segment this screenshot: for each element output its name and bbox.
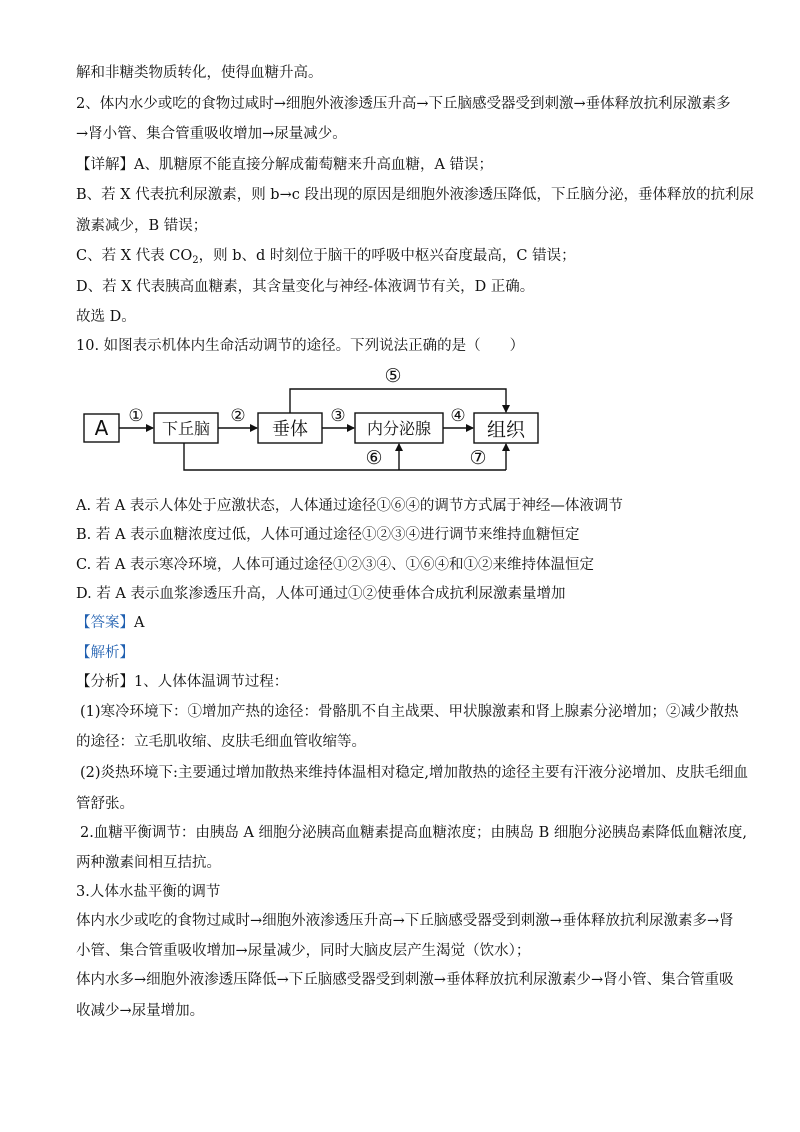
subscript: 2 xyxy=(192,255,199,266)
box-pituitary-label: 垂体 xyxy=(272,419,308,440)
question-stem: 10. 如图表示机体内生命活动调节的途径。下列说法正确的是（ ） xyxy=(76,338,525,354)
answer-label: 【答案】 xyxy=(76,615,134,631)
analysis-line: 3.人体水盐平衡的调节 xyxy=(76,884,221,900)
box-endocrine-gland-label: 内分泌腺 xyxy=(366,419,432,438)
path-label-2: ② xyxy=(230,406,246,426)
analysis-line: 【分析】1、人体体温调节过程： xyxy=(76,674,289,690)
text-line: B、若 X 代表抗利尿激素，则 b→c 段出现的原因是细胞外液渗透压降低，下丘脑分泌，垂体释放的抗利尿 xyxy=(76,187,754,203)
option-a: A. 若 A 表示人体处于应激状态，人体通过途径①⑥④的调节方式属于神经—体液调节 xyxy=(76,498,623,514)
text-segment: C、若 X 代表 CO xyxy=(76,248,193,264)
analysis-line: 小管、集合管重吸收增加→尿量减少，同时大脑皮层产生渴觉（饮水）； xyxy=(76,943,531,959)
text-line: 2、体内水少或吃的食物过咸时→细胞外液渗透压升高→下丘脑感受器受到刺激→垂体释放抗利尿激素多 xyxy=(76,96,731,112)
path-label-4: ④ xyxy=(450,406,466,426)
box-a-label: A xyxy=(94,416,109,440)
analysis-line: 两种激素间相互拮抗。 xyxy=(76,855,221,871)
analysis-line: 2.血糖平衡调节：由胰岛 A 细胞分泌胰高血糖素提高血糖浓度；由胰岛 B 细胞分泌胰岛素降低血糖浓度, xyxy=(80,825,748,841)
arrow-path-5 xyxy=(290,389,506,413)
analysis-line: 体内水少或吃的食物过咸时→细胞外液渗透压升高→下丘脑感受器受到刺激→垂体释放抗利尿激素多→肾 xyxy=(76,913,734,929)
analysis-line: 管舒张。 xyxy=(76,796,134,812)
bottom-connector-line xyxy=(184,443,506,470)
option-b: B. 若 A 表示血糖浓度过低，人体可通过途径①②③④进行调节来维持血糖恒定 xyxy=(76,527,580,543)
text-line: D、若 X 代表胰高血糖素，其含量变化与神经-体液调节有关，D 正确。 xyxy=(76,279,535,295)
path-label-6: ⑥ xyxy=(365,447,383,469)
analysis-line: 体内水多→细胞外液渗透压降低→下丘脑感受器受到刺激→垂体释放抗利尿激素少→肾小管、集合管重吸 xyxy=(76,972,734,988)
analysis-line: (2)炎热环境下:主要通过增加散热来维持体温相对稳定,增加散热的途径主要有汗液分泌增加、皮肤毛细血 xyxy=(80,765,749,781)
text-line: 【详解】A、肌糖原不能直接分解成葡萄糖来升高血糖，A 错误； xyxy=(76,157,494,173)
path-label-7: ⑦ xyxy=(469,447,487,469)
analysis-line: 的途径：立毛肌收缩、皮肤毛细血管收缩等。 xyxy=(76,734,366,750)
analysis-line: 收减少→尿量增加。 xyxy=(76,1003,205,1019)
analysis-line: (1)寒冷环境下：①增加产热的途径：骨骼肌不自主战栗、甲状腺激素和肾上腺素分泌增加；②减少散热 xyxy=(80,704,739,720)
option-d: D. 若 A 表示血浆渗透压升高，人体可通过①②使垂体合成抗利尿激素量增加 xyxy=(76,586,566,602)
path-label-1: ① xyxy=(128,406,144,426)
text-line: 解和非糖类物质转化，使得血糖升高。 xyxy=(76,65,323,81)
box-hypothalamus-label: 下丘脑 xyxy=(161,419,211,438)
answer-value: A xyxy=(134,615,145,631)
box-tissue-label: 组织 xyxy=(486,419,526,441)
text-segment: ，则 b、d 时刻位于脑干的呼吸中枢兴奋度最高，C 错误； xyxy=(198,248,576,264)
text-line: →肾小管、集合管重吸收增加→尿量减少。 xyxy=(76,126,347,142)
option-c: C. 若 A 表示寒冷环境，人体可通过途径①②③④、①⑥④和①②来维持体温恒定 xyxy=(76,557,594,573)
path-label-3: ③ xyxy=(330,406,346,426)
text-line: 故选 D。 xyxy=(76,309,136,325)
answer-line xyxy=(76,613,144,633)
path-label-5: ⑤ xyxy=(384,365,402,387)
text-line: 激素减少，B 错误； xyxy=(76,218,208,234)
analysis-label: 【解析】 xyxy=(76,645,134,661)
